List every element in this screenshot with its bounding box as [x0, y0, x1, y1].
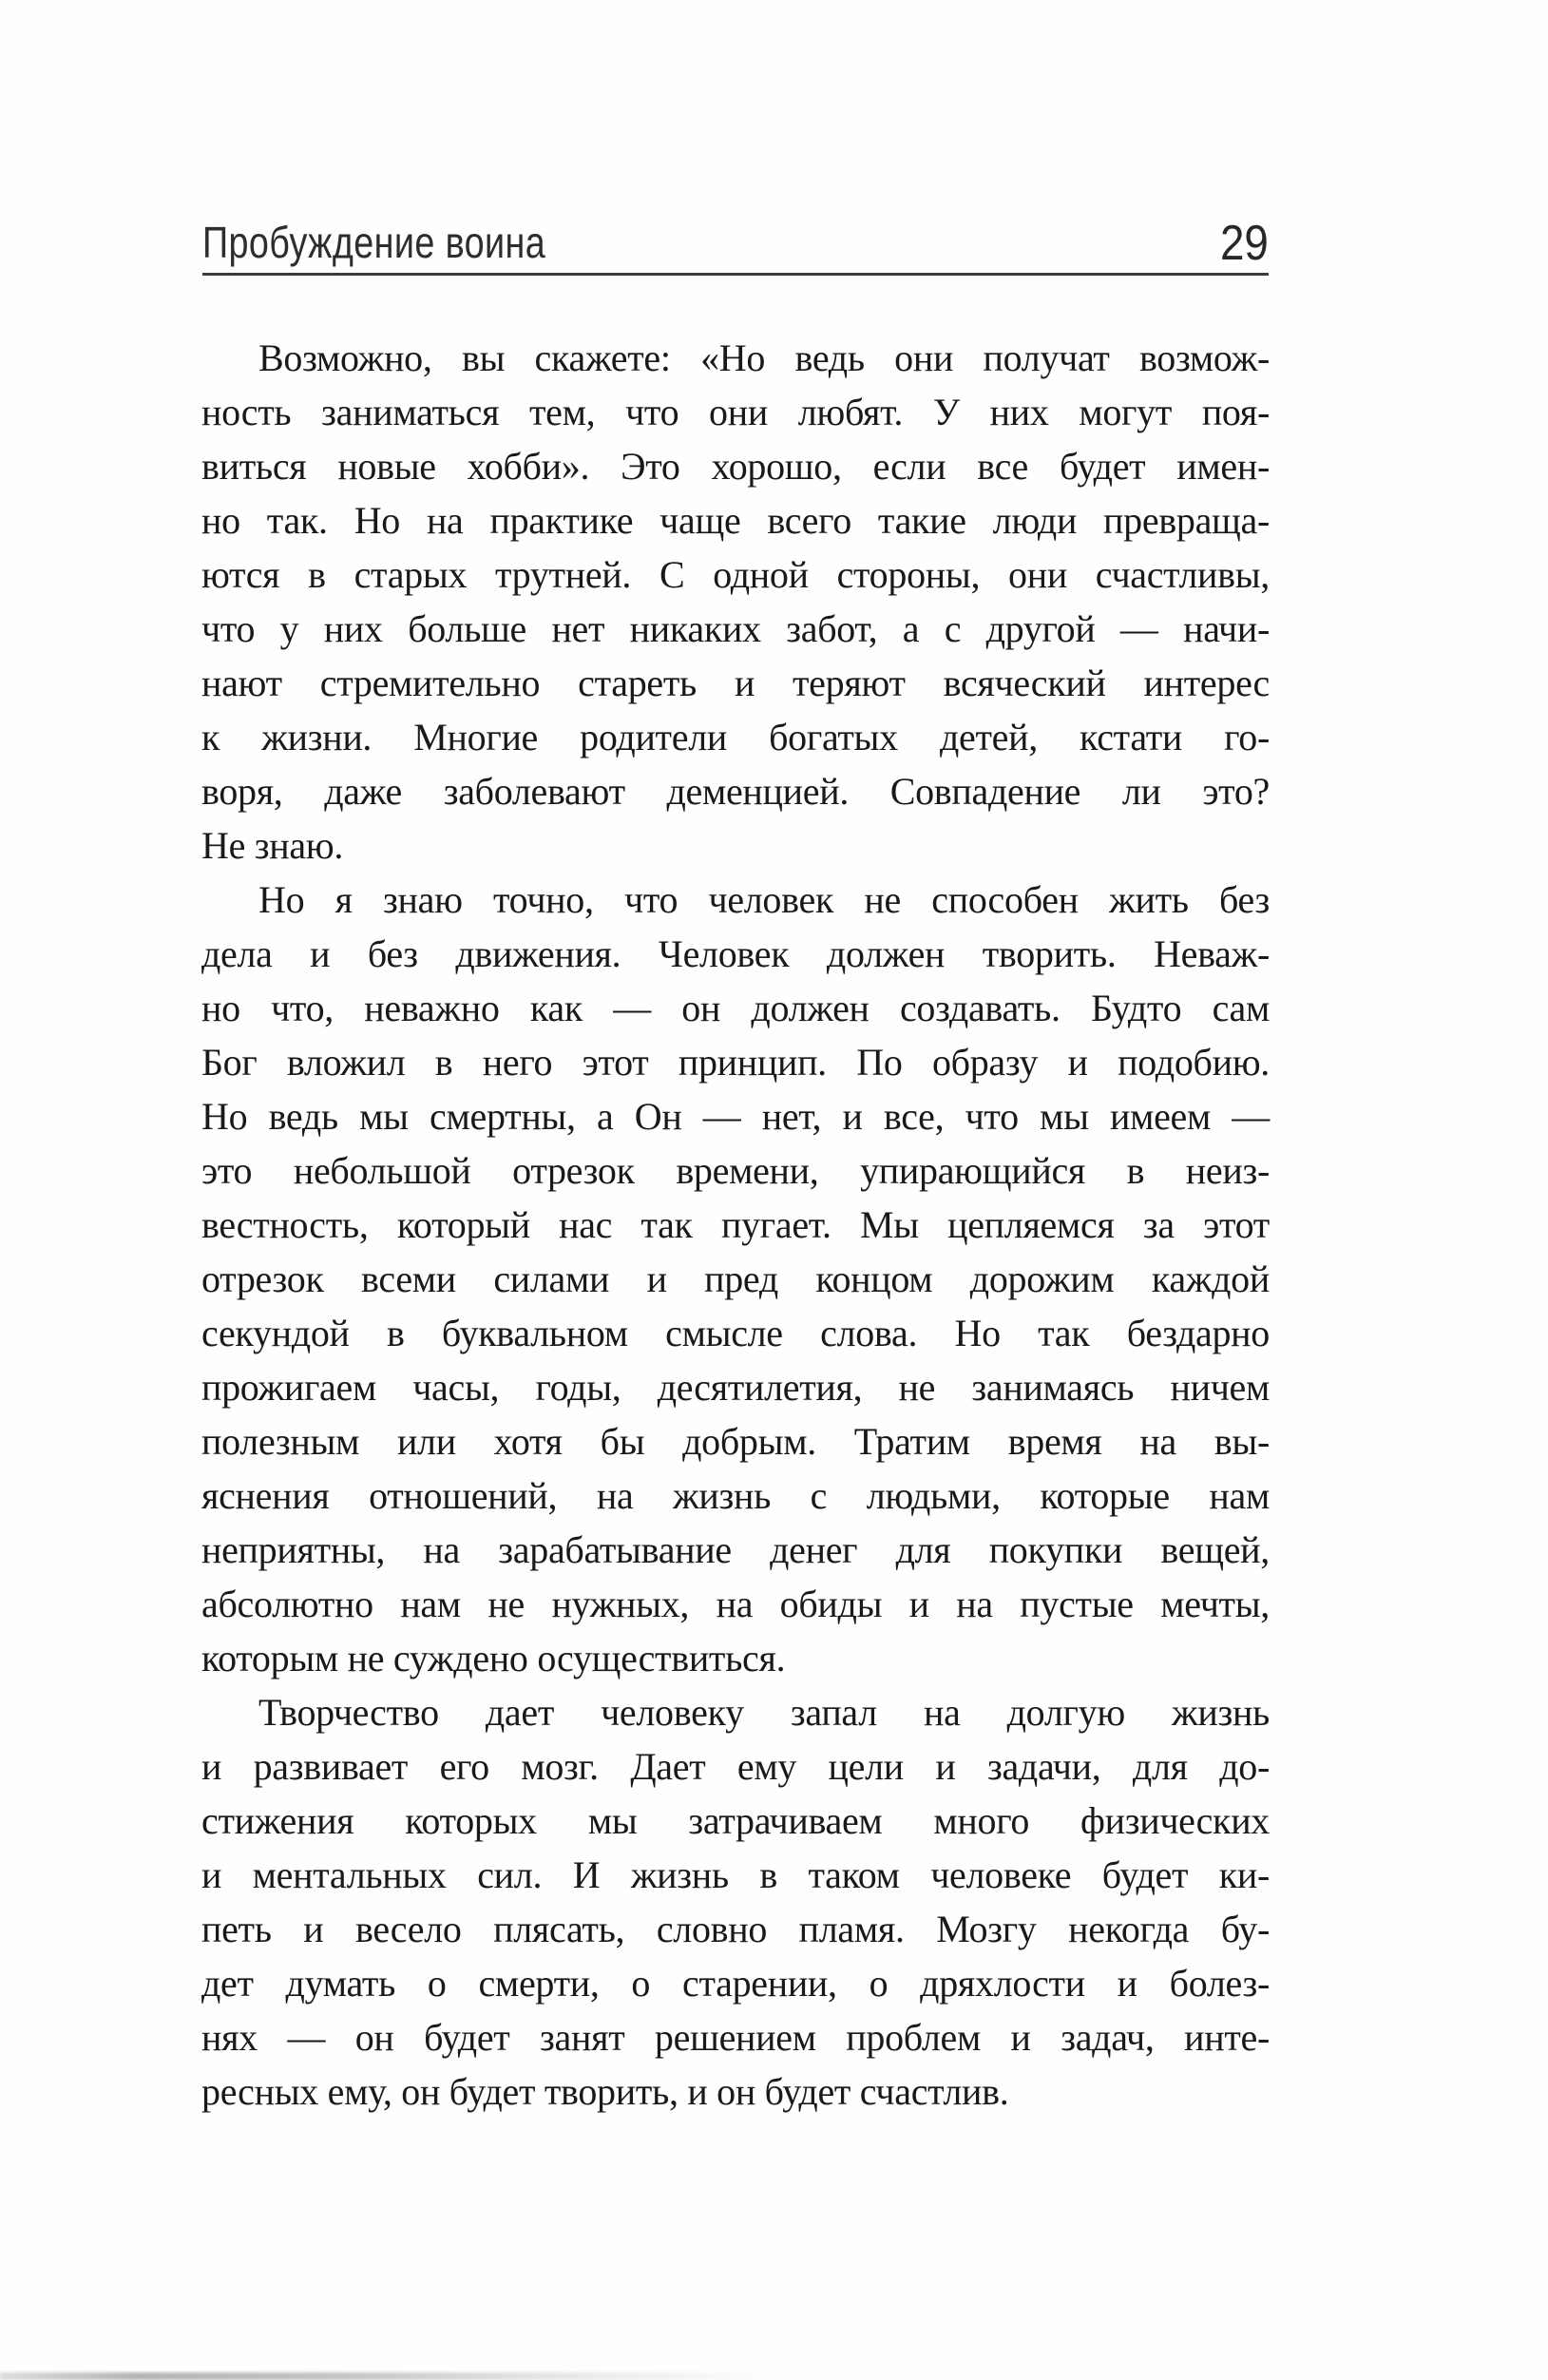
text-line: Бог вложил в него этот принцип. По образу и подобию. [201, 1041, 1270, 1084]
text-line: Творчество дает человеку запал на долгую жизнь [258, 1691, 1270, 1734]
running-title: Пробуждение воина [202, 218, 546, 267]
text-line: полезным или хотя бы добрым. Тратим время на вы- [201, 1420, 1270, 1463]
text-line: вестность, который нас так пугает. Мы цепляемся за этот [201, 1203, 1270, 1246]
text-line: виться новые хобби». Это хорошо, если все будет имен- [201, 445, 1270, 488]
text-line: петь и весело плясать, словно пламя. Мозгу некогда бу- [201, 1908, 1270, 1950]
text-line: ность заниматься тем, что они любят. У них могут поя- [201, 391, 1270, 433]
text-line: неприятны, на зарабатывание денег для покупки вещей, [201, 1528, 1270, 1571]
text-line: дела и без движения. Человек должен творить. Неваж- [201, 932, 1270, 975]
text-line: Но ведь мы смертны, а Он — нет, и все, что мы имеем — [201, 1095, 1270, 1138]
header-rule [202, 273, 1269, 276]
text-line: Но я знаю точно, что человек не способен жить без [258, 878, 1270, 921]
text-line: ресных ему, он будет творить, и он будет счастлив. [201, 2070, 1009, 2113]
text-line: Не знаю. [201, 824, 344, 867]
text-line: стижения которых мы затрачиваем много физических [201, 1799, 1270, 1842]
text-line: абсолютно нам не нужных, на обиды и на пустые мечты, [201, 1583, 1270, 1625]
text-line: секундой в буквальном смысле слова. Но так бездарно [201, 1312, 1270, 1354]
text-line: но что, неважно как — он должен создавать. Будто сам [201, 987, 1270, 1029]
text-line: что у них больше нет никаких забот, а с другой — начи- [201, 607, 1270, 650]
paragraph [201, 873, 1270, 1685]
text-line: Возможно, вы скажете: «Но ведь они получат возмож- [258, 336, 1270, 379]
text-line: нают стремительно стареть и теряют всяческий интерес [201, 662, 1270, 704]
text-line: которым не суждено осуществиться. [201, 1637, 786, 1679]
text-line: и ментальных сил. И жизнь в таком человеке будет ки- [201, 1853, 1270, 1896]
text-line: и развивает его мозг. Дает ему цели и задачи, для до- [201, 1745, 1270, 1788]
text-line: к жизни. Многие родители богатых детей, кстати го- [201, 716, 1270, 758]
text-line: отрезок всеми силами и пред концом дорожим каждой [201, 1257, 1270, 1300]
paragraph [201, 1685, 1270, 2119]
text-line: воря, даже заболевают деменцией. Совпадение ли это? [201, 770, 1270, 813]
text-line: нях — он будет занят решением проблем и задач, инте- [201, 2016, 1270, 2059]
text-line: яснения отношений, на жизнь с людьми, которые нам [201, 1474, 1270, 1517]
page-number: 29 [1220, 216, 1269, 271]
page-bottom-shadow [0, 2372, 770, 2380]
paragraph [201, 331, 1270, 873]
running-header [202, 211, 1269, 271]
text-line: прожигаем часы, годы, десятилетия, не занимаясь ничем [201, 1366, 1270, 1409]
text-line: дет думать о смерти, о старении, о дряхлости и болез- [201, 1962, 1270, 2005]
text-line: это небольшой отрезок времени, упирающийся в неиз- [201, 1149, 1270, 1192]
text-line: ются в старых трутней. С одной стороны, они счастливы, [201, 553, 1270, 596]
text-line: но так. Но на практике чаще всего такие люди превраща- [201, 499, 1270, 542]
page-body-text [201, 331, 1270, 2119]
